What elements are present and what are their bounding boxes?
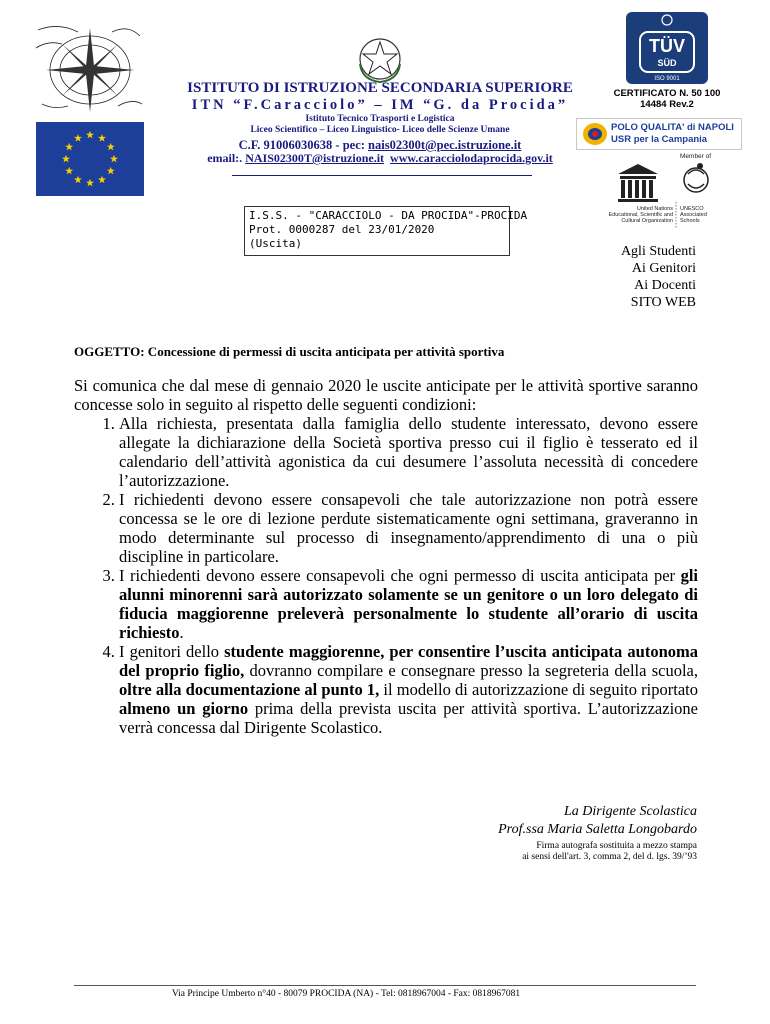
unesco-right-2: Associated bbox=[680, 212, 707, 218]
tuv-certification-logo bbox=[626, 12, 708, 84]
compass-rose-logo bbox=[28, 18, 146, 116]
tuv-iso-text: ISO 9001 bbox=[654, 76, 680, 82]
item4-text-a: I genitori dello bbox=[119, 642, 225, 661]
recipient-teachers: Ai Docenti bbox=[634, 278, 696, 293]
item3-text-a: I richiedenti devono essere consapevoli che ogni permesso di uscita anticipata per bbox=[119, 566, 681, 585]
item3-text-c: . bbox=[179, 623, 184, 642]
pec-link[interactable]: nais02300t@pec.istruzione.it bbox=[368, 138, 522, 152]
email-link[interactable]: NAIS02300T@istruzione.it bbox=[245, 151, 385, 165]
unesco-left-2: Educational, Scientific and bbox=[608, 212, 673, 218]
polo-line2: USR per la Campania bbox=[611, 134, 708, 145]
institute-licei-line: Liceo Scientifico – Liceo Linguistico- Liceo delle Scienze Umane bbox=[250, 125, 510, 135]
website-link[interactable]: www.caracciolodaprocida.gov.it bbox=[390, 151, 553, 165]
item3-bold: gli alunni minorenni sarà autorizzato solamente se un genitore o un loro delegato di fiducia maggiorenne preleverà personalmente lo studente all’orario di uscita richiesto bbox=[119, 566, 698, 642]
condition-item-3 bbox=[119, 566, 698, 642]
signature-block bbox=[400, 803, 697, 863]
unesco-right-1: UNESCO bbox=[680, 206, 704, 212]
item4-bold-f: almeno un giorno bbox=[119, 699, 249, 718]
footer-address: Via Principe Umberto n°40 - 80079 PROCIDA (NA) - Tel: 0818967004 - Fax: 0818967081 bbox=[171, 989, 521, 999]
item4-bold-d: oltre alla documentazione al punto 1, bbox=[119, 680, 380, 699]
signature-note-2: ai sensi dell'art. 3, comma 2, del d. lgs. 39/’93 bbox=[522, 852, 697, 862]
item4-bold-b: studente maggiorenne, per consentire l’uscita anticipata autonoma del proprio figlio, bbox=[119, 642, 698, 680]
eu-flag-logo bbox=[36, 122, 144, 196]
unesco-temple-icon bbox=[618, 164, 658, 202]
stamp-line-2: Prot. 0000287 del 23/01/2020 bbox=[249, 223, 435, 236]
tuv-sud-text: SÜD bbox=[657, 58, 677, 68]
tuv-cert-rev: 14484 Rev.2 bbox=[640, 99, 694, 110]
stamp-line-1: I.S.S. - "CARACCIOLO - DA PROCIDA"-PROCIDA bbox=[249, 209, 528, 222]
recipient-students: Agli Studenti bbox=[620, 244, 696, 259]
contact-email-web bbox=[160, 151, 600, 166]
tuv-certificate-text bbox=[600, 88, 734, 110]
letter-body bbox=[74, 376, 698, 737]
institute-subtitle: ITN “F.Caracciolo” – IM “G. da Procida” bbox=[191, 97, 569, 113]
unesco-left-3: Cultural Organization bbox=[621, 218, 673, 224]
email-label: email:. bbox=[207, 151, 246, 165]
protocol-stamp bbox=[244, 206, 528, 256]
condition-item-1: 1. Alla richiesta, presentata dalla famiglia dello studente interessato, devono essere allegate la dichiarazione della Società sportiva presso cui il figlio è tesserato ed il calendario dell’attività agonistica da cui desumere l’assoluta necessità di concedere l’autorizzazione. bbox=[119, 414, 698, 490]
unesco-right-3: Schools bbox=[680, 218, 700, 224]
item4-text-e: il modello di autorizzazione di seguito riportato bbox=[379, 680, 698, 699]
recipient-parents: Ai Genitori bbox=[631, 261, 696, 276]
signature-note bbox=[400, 841, 697, 863]
signature-role: La Dirigente Scolastica bbox=[564, 804, 697, 819]
signature-name: Prof.ssa Maria Saletta Longobardo bbox=[498, 822, 697, 837]
tuv-cert-number: CERTIFICATO N. 50 100 bbox=[613, 88, 721, 99]
tuv-badge-icon bbox=[626, 12, 708, 84]
unesco-schools-icon bbox=[684, 163, 708, 192]
stamp-line-3: (Uscita) bbox=[249, 237, 302, 250]
conditions-list bbox=[74, 414, 698, 737]
institute-tecnico-line: Istituto Tecnico Trasporti e Logistica bbox=[305, 114, 455, 124]
polo-qualita-logo bbox=[576, 118, 742, 150]
unesco-left-1: United Nations bbox=[636, 206, 673, 212]
subject-line: OGGETTO: Concessione di permessi di uscita anticipata per attività sportiva bbox=[74, 344, 505, 359]
item4-text-c: dovranno compilare e consegnare presso la segreteria della scuola, bbox=[244, 661, 698, 680]
header-divider bbox=[232, 175, 532, 176]
institute-name: ISTITUTO DI ISTRUZIONE SECONDARIA SUPERIORE bbox=[187, 80, 573, 96]
tuv-main-text: TÜV bbox=[649, 36, 685, 56]
body-intro: Si comunica che dal mese di gennaio 2020 le uscite anticipate per le attività sportive saranno concesse solo in seguito al rispetto delle seguenti condizioni: bbox=[74, 376, 698, 414]
condition-item-2: 2. I richiedenti devono essere consapevoli che tale autorizzazione non potrà essere concessa se le ore di lezione perdute sistematicamente ogni settimana, graveranno in modo determinante sul processo di insegnamento/apprendimento di una o più discipline in particolare. bbox=[119, 490, 698, 566]
item4-text-g: prima della prevista uscita per attività sportiva. L’autorizzazione verrà concessa dal Dirigente Scolastico. bbox=[119, 699, 698, 737]
polo-line1: POLO QUALITA' di NAPOLI bbox=[611, 122, 734, 133]
cf-label: C.F. 91006030638 - pec: bbox=[238, 138, 369, 152]
italian-republic-emblem bbox=[352, 34, 408, 86]
recipient-website: SITO WEB bbox=[630, 295, 696, 310]
polo-text bbox=[611, 122, 734, 146]
polo-emblem-icon bbox=[580, 120, 610, 148]
unesco-member-text: Member of bbox=[680, 153, 712, 160]
recipients-block bbox=[560, 243, 696, 311]
unesco-associated-schools-logo bbox=[596, 150, 736, 232]
condition-item-4 bbox=[119, 642, 698, 737]
footer-divider bbox=[74, 985, 696, 986]
signature-note-1: Firma autografa sostituita a mezzo stampa bbox=[536, 841, 697, 851]
